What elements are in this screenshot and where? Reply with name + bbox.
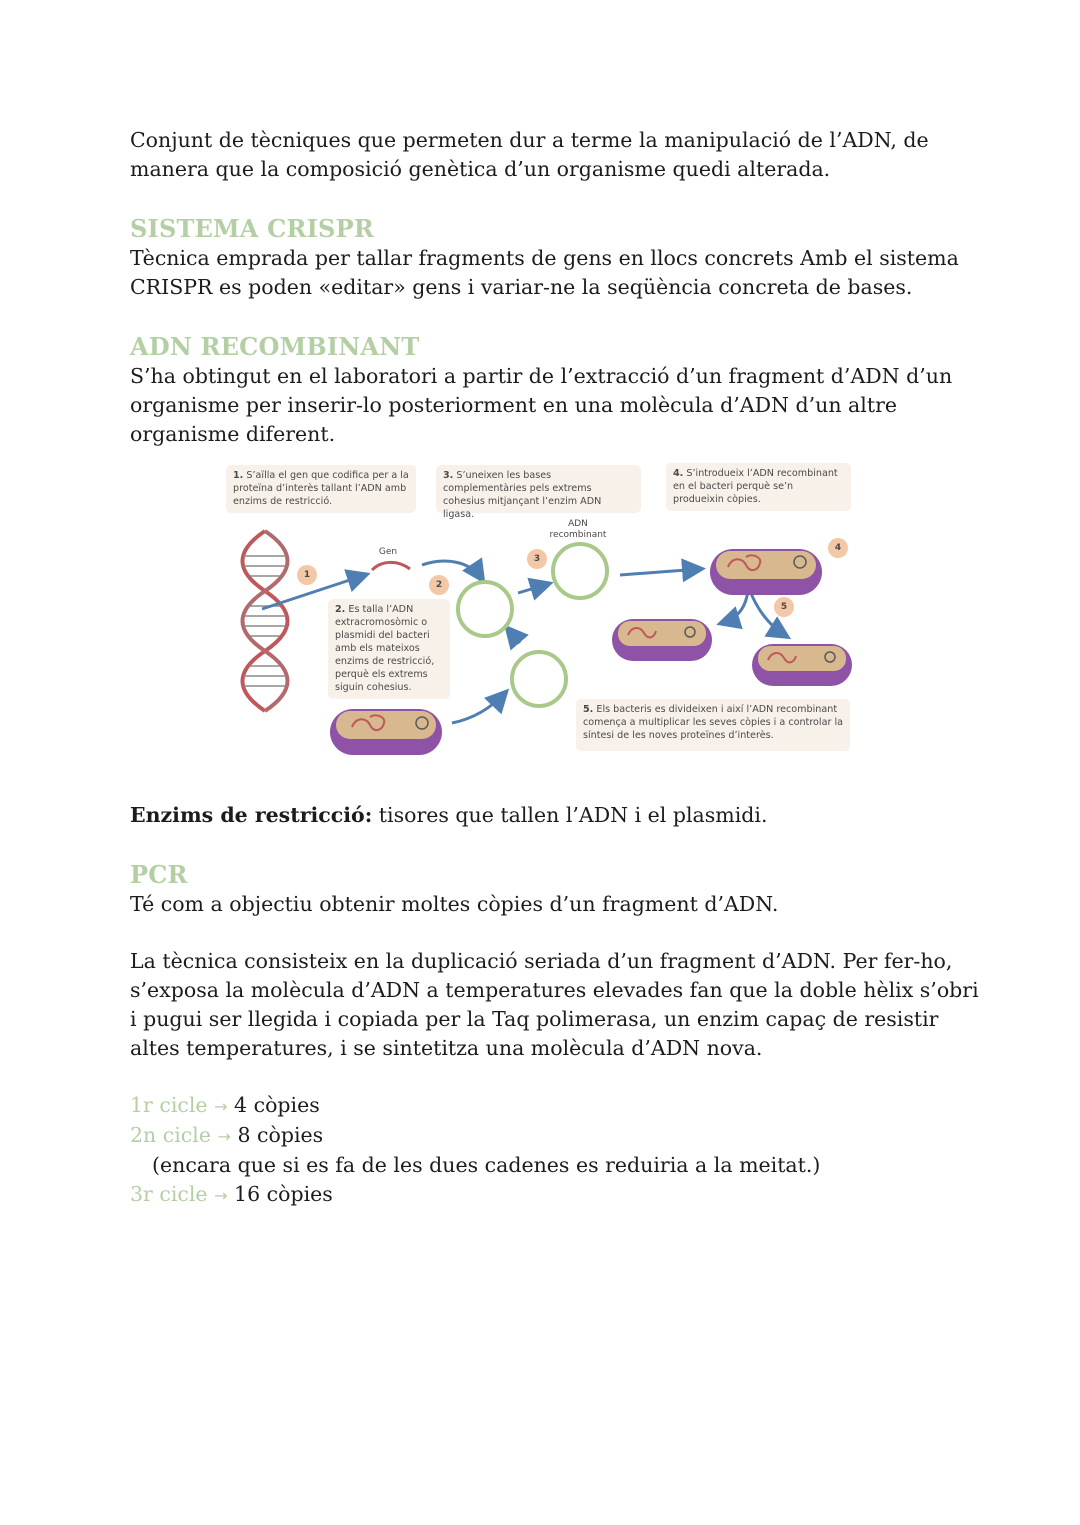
document-page: [130, 126, 990, 1210]
caption-step-5: 5. Els bacteris es divideixen i així l’ADN recombinant comença a multiplicar les seves còpies i a controlar la síntesi de les noves proteïnes d’interès.: [576, 699, 850, 751]
step-number-1: 1: [297, 565, 317, 585]
heading-adn-recombinant: ADN RECOMBINANT: [130, 332, 420, 361]
step-number-3: 3: [527, 549, 547, 569]
step-number-4: 4: [828, 538, 848, 558]
cycle-note: (encara que si es fa de les dues cadenes es reduiria a la meitat.): [152, 1153, 821, 1177]
bacterium-recombinant-icon: [710, 549, 822, 595]
enzims-term: Enzims de restricció:: [130, 803, 373, 827]
bacterium-daughter-left-icon: [612, 619, 712, 661]
cycle-label: 3r cicle: [130, 1182, 208, 1206]
caption-step-3: 3. S’uneixen les bases complementàries pels extrems cohesius mitjançant l’enzim ADN ligasa.: [436, 465, 641, 513]
bacterium-start-icon: [330, 709, 442, 755]
intro-paragraph: Conjunt de tècniques que permeten dur a terme la manipulació de l’ADN, de manera que la composició genètica d’un organisme quedi alterada.: [130, 128, 929, 181]
enzims-paragraph: [130, 801, 990, 830]
gene-fragment-icon: [372, 562, 410, 570]
caption-step-1: 1. S’aïlla el gen que codifica per a la proteïna d’interès tallant l’ADN amb enzims de restricció.: [226, 465, 416, 513]
bacterium-daughter-right-icon: [752, 644, 852, 686]
recombinant-plasmid-icon: [553, 544, 607, 598]
crispr-paragraph: Tècnica emprada per tallar fragments de gens en llocs concrets Amb el sistema CRISPR es poden «editar» gens i variar-ne la seqüència concreta de bases.: [130, 246, 959, 299]
cycle-value: 4 còpies: [234, 1093, 320, 1117]
pcr-cycles-list: [130, 1091, 990, 1210]
heading-pcr: PCR: [130, 860, 188, 889]
pcr-paragraph-1: Té com a objectiu obtenir moltes còpies d’un fragment d’ADN.: [130, 892, 779, 916]
arrow-right-icon: →: [217, 1127, 231, 1146]
enzims-definition: tisores que tallen l’ADN i el plasmidi.: [372, 803, 768, 827]
step-number-5: 5: [774, 597, 794, 617]
adn-recombinant-paragraph: S’ha obtingut en el laboratori a partir de l’extracció d’un fragment d’ADN d’un organisme per inserir-lo posteriorment en una molècula d’ADN d’un altre organisme diferent.: [130, 364, 953, 446]
cycle-row-2: [130, 1121, 990, 1180]
label-adn-recombinant: ADN recombinant: [549, 519, 607, 540]
cycle-label: 2n cicle: [130, 1123, 211, 1147]
plasmid-icon: [512, 652, 566, 706]
recombinant-dna-figure: [0, 461, 860, 761]
pcr-paragraph-2: La tècnica consisteix en la duplicació seriada d’un fragment d’ADN. Per fer-ho, s’exposa la molècula d’ADN a temperatures elevades fan que la doble hèlix s’obri i pugui ser llegida i copiada per la Taq polimerasa, un enzim capaç de resistir altes temperatures, i se sintetitza una molècula d’ADN nova.: [130, 949, 979, 1060]
cycle-value: 8 còpies: [237, 1123, 324, 1147]
step-number-2: 2: [429, 575, 449, 595]
caption-step-2: 2. Es talla l’ADN extracromosòmic o plasmidi del bacteri amb els mateixos enzims de restricció, perquè els extrems siguin cohesius.: [328, 599, 450, 699]
cycle-row-1: [130, 1091, 990, 1121]
cycle-row-3: [130, 1180, 990, 1210]
cut-plasmid-icon: [458, 582, 512, 636]
cycle-value: 16 còpies: [234, 1182, 333, 1206]
arrow-right-icon: →: [214, 1186, 228, 1205]
heading-crispr: SISTEMA CRISPR: [130, 214, 374, 243]
label-gen: Gen: [378, 547, 398, 557]
arrow-right-icon: →: [214, 1097, 228, 1116]
cycle-label: 1r cicle: [130, 1093, 208, 1117]
caption-step-4: 4. S’introdueix l’ADN recombinant en el bacteri perquè se’n produeixin còpies.: [666, 463, 851, 511]
dna-helix-icon: [243, 531, 288, 711]
